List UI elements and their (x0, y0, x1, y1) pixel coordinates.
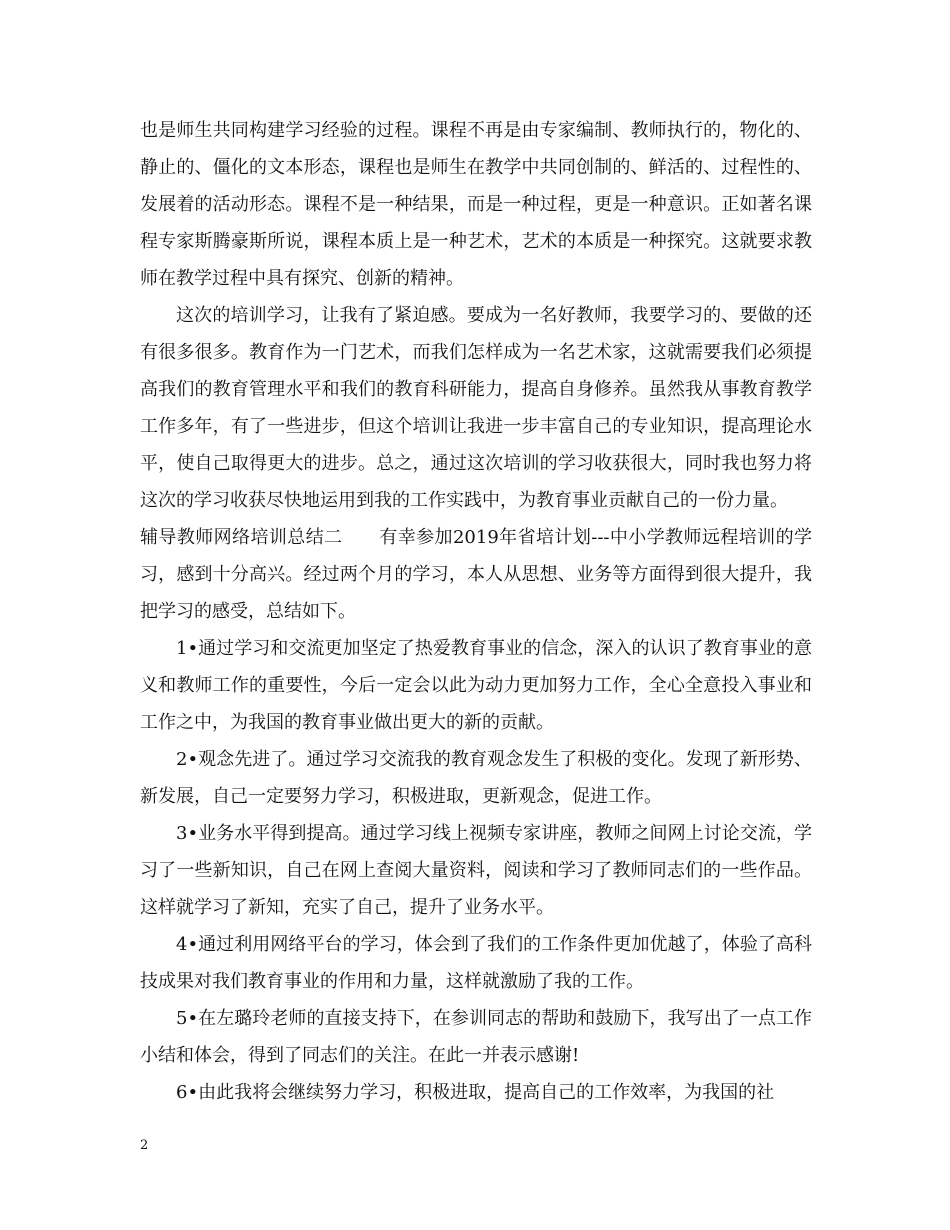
list-item: 5•在左璐玲老师的直接支持下，在参训同志的帮助和鼓励下，我写出了一点工作小结和体会，得到了同志们的关注。在此一并表示感谢! (140, 1008, 812, 1066)
list-item: 1•通过学习和交流更加坚定了热爱教育事业的信念，深入的认识了教育事业的意义和教师工作的重要性，今后一定会以此为动力更加努力工作，全心全意投入事业和工作之中，为我国的教育事业做出更大的新的贡献。 (140, 638, 812, 733)
document-body (140, 112, 812, 1111)
page-number: 2 (140, 1138, 149, 1153)
list-item: 2•观念先进了。通过学习交流我的教育观念发生了积极的变化。发现了新形势、新发展，自己一定要努力学习，积极进取，更新观念，促进工作。 (140, 749, 812, 807)
paragraph-heading-two: 辅导教师网络培训总结二 有幸参加2019年省培计划---中小学教师远程培训的学习，感到十分高兴。经过两个月的学习，本人从思想、业务等方面得到很大提升，我把学习的感受，总结如下。 (140, 527, 812, 622)
list-item: 6•由此我将会继续努力学习，积极进取，提高自己的工作效率，为我国的社 (176, 1082, 775, 1103)
list-item: 4•通过利用网络平台的学习，体会到了我们的工作条件更加优越了，体验了高科技成果对我们教育事业的作用和力量，这样就激励了我的工作。 (140, 934, 812, 992)
paragraph: 也是师生共同构建学习经验的过程。课程不再是由专家编制、教师执行的，物化的、静止的、僵化的文本形态，课程也是师生在教学中共同创制的、鲜活的、过程性的、发展着的活动形态。课程不是一种结果，而是一种过程，更是一种意识。正如著名课程专家斯腾豪斯所说，课程本质上是一种艺术，艺术的本质是一种探究。这就要求教师在教学过程中具有探究、创新的精神。 (140, 120, 812, 289)
list-item: 3•业务水平得到提高。通过学习线上视频专家讲座，教师之间网上讨论交流，学习了一些新知识，自己在网上查阅大量资料，阅读和学习了教师同志们的一些作品。这样就学习了新知，充实了自己，提升了业务水平。 (140, 823, 812, 918)
paragraph: 这次的培训学习，让我有了紧迫感。要成为一名好教师，我要学习的、要做的还有很多很多。教育作为一门艺术，而我们怎样成为一名艺术家，这就需要我们必须提高我们的教育管理水平和我们的教育科研能力，提高自身修养。虽然我从事教育教学工作多年，有了一些进步，但这个培训让我进一步丰富自己的专业知识，提高理论水平，使自己取得更大的进步。总之，通过这次培训的学习收获很大，同时我也努力将这次的学习收获尽快地运用到我的工作实践中，为教育事业贡献自己的一份力量。 (140, 305, 812, 511)
